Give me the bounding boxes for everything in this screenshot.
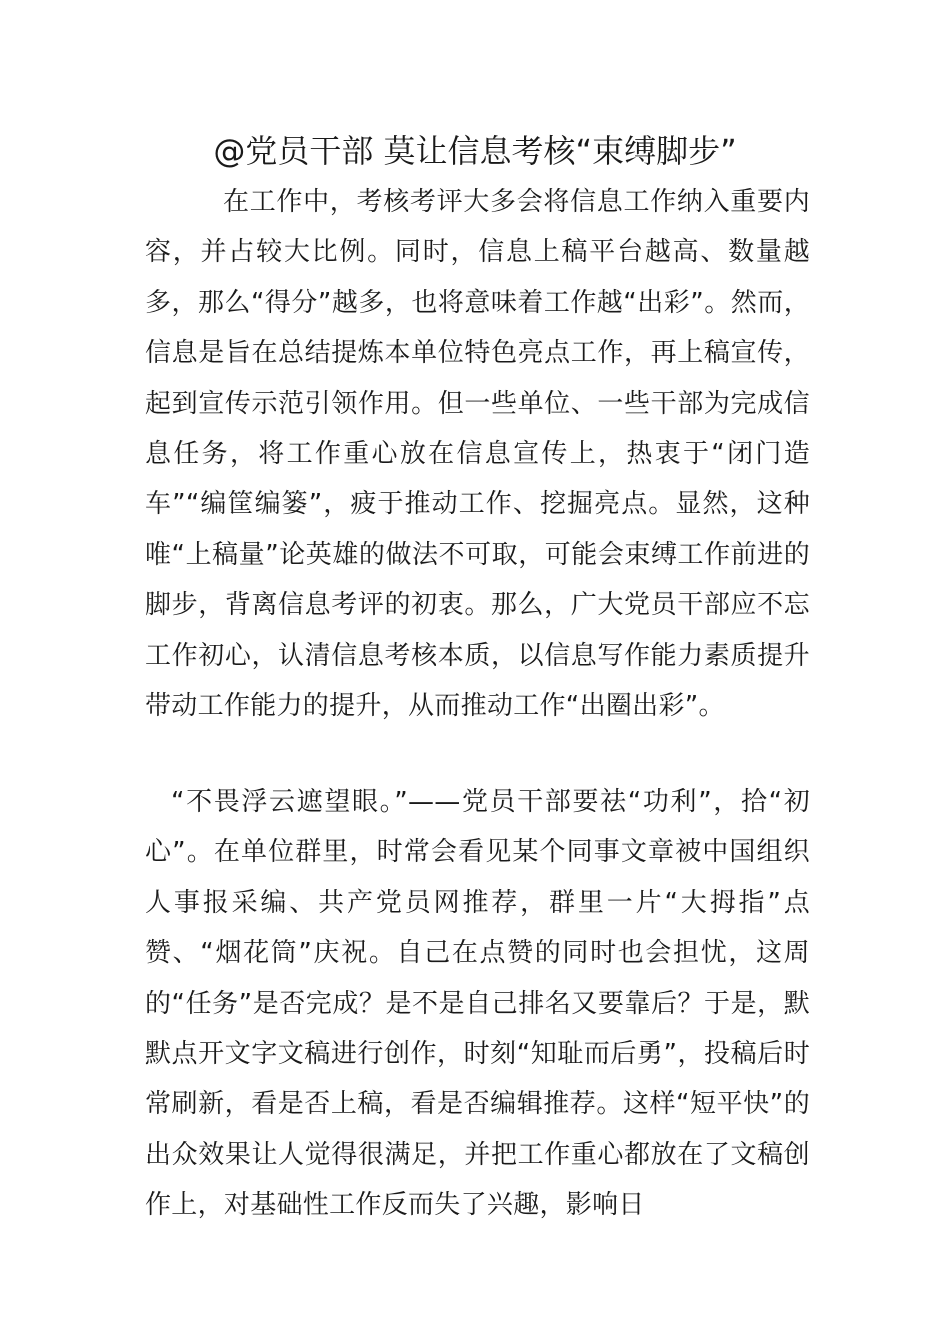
paragraph-1: 在工作中，考核考评大多会将信息工作纳入重要内容，并占较大比例。同时，信息上稿平台越高、数量越多，那么“得分”越多，也将意味着工作越“出彩”。然而，信息是旨在总结提炼本单位特色亮点工作，再上稿宣传，起到宣传示范引领作用。但一些单位、一些干部为完成信息任务，将工作重心放在信息宣传上，热衷于“闭门造车”“编筐编篓”，疲于推动工作、挖掘亮点。显然，这种唯“上稿量”论英雄的做法不可取，可能会束缚工作前进的脚步，背离信息考评的初衷。那么，广大党员干部应不忘工作初心，认清信息考核本质，以信息写作能力素质提升带动工作能力的提升，从而推动工作“出圈出彩”。 — [145, 187, 810, 722]
document-title: @党员干部 莫让信息考核“束缚脚步” — [213, 132, 737, 170]
paragraph-2: “不畏浮云遮望眼。”——党员干部要祛“功利”，拾“初心”。在单位群里，时常会看见某个同事文章被中国组织人事报采编、共产党员网推荐，群里一片“大拇指”点赞、“烟花筒”庆祝。自己在点赞的同时也会担忧，这周的“任务”是否完成？是不是自己排名又要靠后？于是，默默点开文字文稿进行创作，时刻“知耻而后勇”，投稿后时常刷新，看是否上稿，看是否编辑推荐。这样“短平快”的出众效果让人觉得很满足，并把工作重心都放在了文稿创作上，对基础性工作反而失了兴趣，影响日 — [145, 787, 810, 1221]
